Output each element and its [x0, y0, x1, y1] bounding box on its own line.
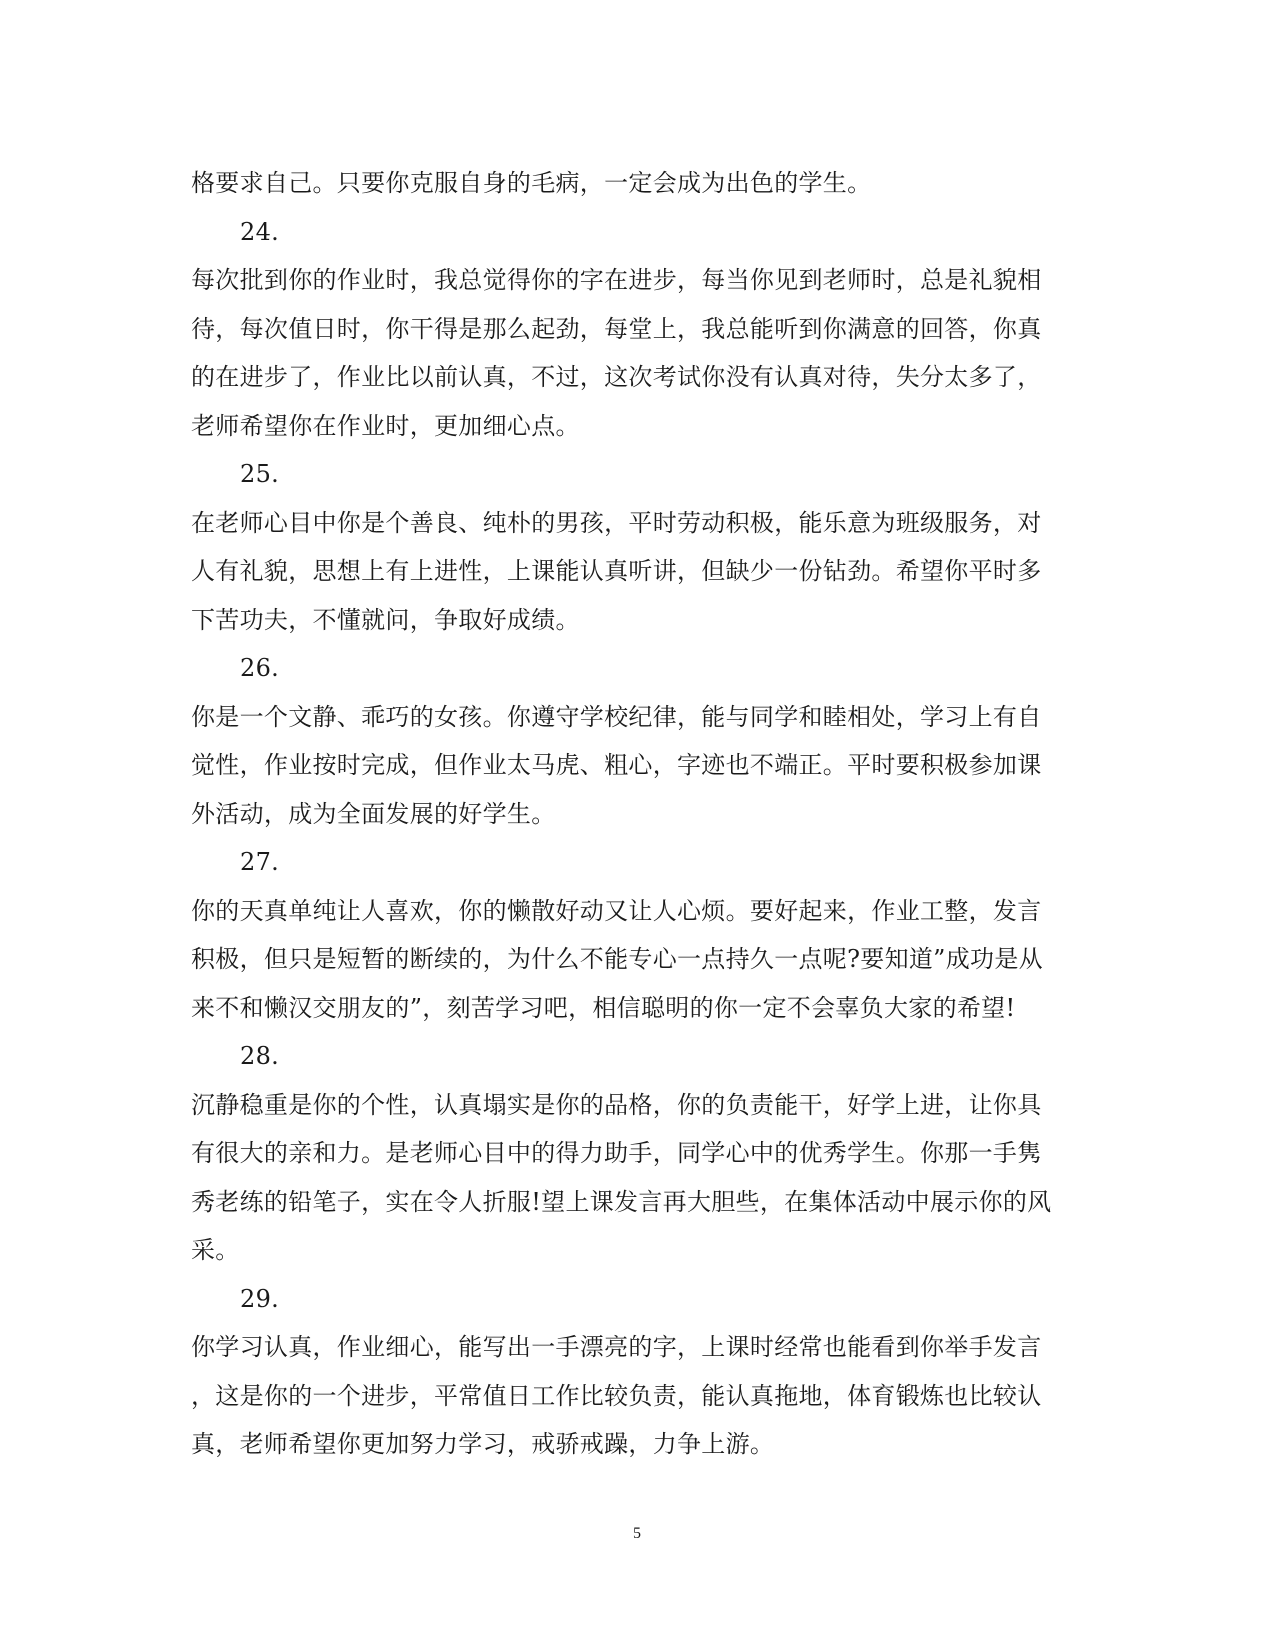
page-number: 5: [633, 1525, 641, 1542]
item-number: 25.: [240, 460, 280, 488]
paragraph-line: ，这是你的一个进步，平常值日工作比较负责，能认真拖地，体育锻炼也比较认: [191, 1381, 1042, 1410]
paragraph-line: 的在进步了，作业比以前认真，不过，这次考试你没有认真对待，失分太多了，: [191, 363, 1042, 391]
item-number: 26.: [240, 654, 280, 682]
item-number: 29.: [240, 1284, 280, 1313]
paragraph-line: 外活动，成为全面发展的好学生。: [191, 799, 556, 828]
paragraph-line: 积极，但只是短暂的断续的，为什么不能专心一点持久一点呢?要知道”成功是从: [191, 945, 1043, 973]
document-body: [191, 159, 1091, 1469]
paragraph-line: 每次批到你的作业时，我总觉得你的字在进步，每当你见到老师时，总是礼貌相: [191, 266, 1042, 294]
paragraph-line: 你的天真单纯让人喜欢，你的懒散好动又让人心烦。要好起来，作业工整，发言: [191, 896, 1042, 925]
paragraph-line: 格要求自己。只要你克服自身的毛病，一定会成为出色的学生。: [191, 169, 872, 197]
paragraph-line: 觉性，作业按时完成，但作业太马虎、粗心，字迹也不端正。平时要积极参加课: [191, 751, 1042, 779]
paragraph-line: 沉静稳重是你的个性，认真塌实是你的品格，你的负责能干，好学上进，让你具: [191, 1090, 1042, 1119]
item-number: 28.: [240, 1042, 280, 1070]
paragraph-line: 来不和懒汉交朋友的”，刻苦学习吧，相信聪明的你一定不会辜负大家的希望!: [191, 993, 1016, 1022]
item-number: 27.: [240, 848, 280, 876]
item-number: 24.: [240, 217, 280, 246]
paragraph-line: 人有礼貌，思想上有上进性，上课能认真听讲，但缺少一份钻劲。希望你平时多: [191, 557, 1042, 585]
paragraph-line: 有很大的亲和力。是老师心目中的得力助手，同学心中的优秀学生。你那一手隽: [191, 1139, 1042, 1167]
paragraph-line: 秀老练的铅笔子，实在令人折服!望上课发言再大胆些，在集体活动中展示你的风: [191, 1187, 1052, 1216]
paragraph-line: 采。: [191, 1236, 240, 1264]
paragraph-line: 真，老师希望你更加努力学习，戒骄戒躁，力争上游。: [191, 1430, 775, 1458]
paragraph-line: 下苦功夫，不懂就问，争取好成绩。: [191, 605, 580, 634]
paragraph-line: 你学习认真，作业细心，能写出一手漂亮的字，上课时经常也能看到你举手发言: [191, 1333, 1042, 1361]
paragraph-line: 在老师心目中你是个善良、纯朴的男孩，平时劳动积极，能乐意为班级服务，对: [191, 508, 1042, 537]
paragraph-line: 老师希望你在作业时，更加细心点。: [191, 411, 580, 440]
paragraph-line: 你是一个文静、乖巧的女孩。你遵守学校纪律，能与同学和睦相处，学习上有自: [191, 702, 1042, 731]
paragraph-line: 待，每次值日时，你干得是那么起劲，每堂上，我总能听到你满意的回答，你真: [191, 314, 1042, 343]
